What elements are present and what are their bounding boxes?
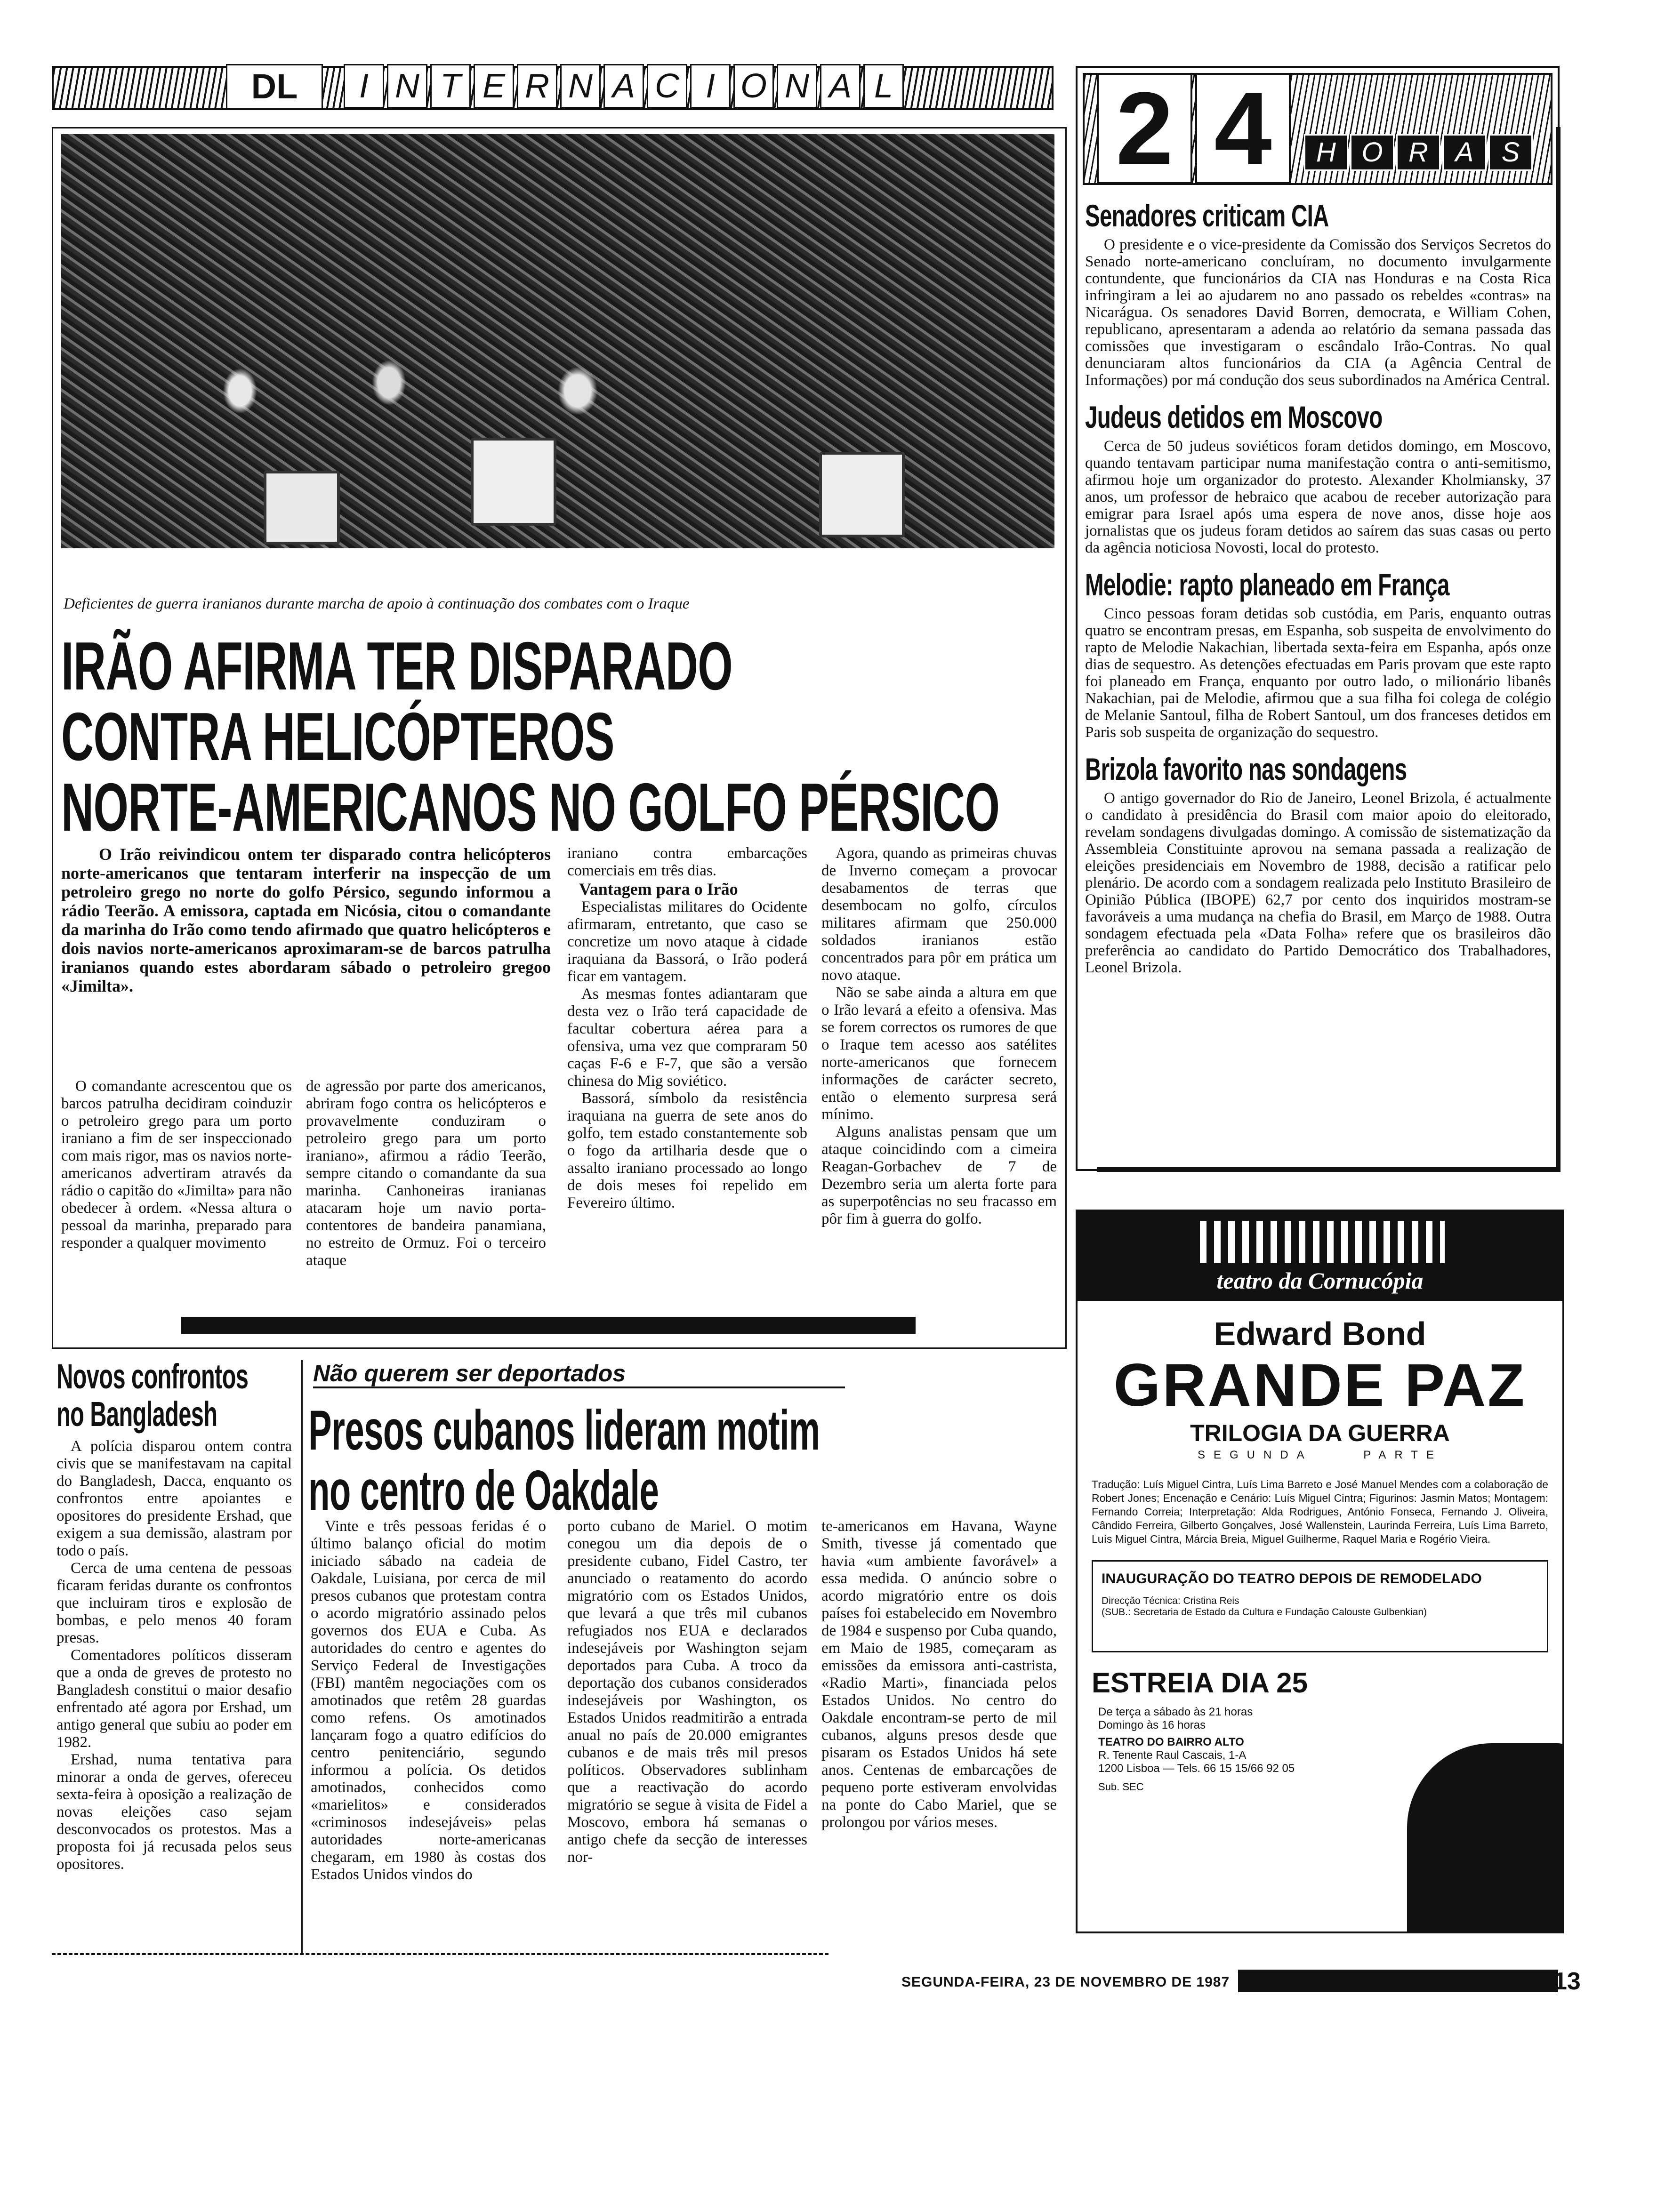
col3-para-b: As mesmas fontes adiantaram que desta vez o Irão terá capacidade de facultar cobertura aérea para a ofensiva, uma vez que compraram 50 caças F-6 e F-7, que são a versão chinesa do Mig soviético. <box>567 986 807 1090</box>
col4-para-b: Não se sabe ainda a altura em que o Irão levará a efeito a ofensiva. Mas se forem correctos os rumores de que o Iraque tem acesso aos satélites norte-americanos que fornecem informações de carácter secreto, então o elemento surpresa será mínimo. <box>821 984 1057 1123</box>
ad-city-phone: 1200 Lisboa — Tels. 66 15 15/66 92 05 <box>1098 1762 1295 1775</box>
brief-text: Cerca de 50 judeus soviéticos foram detidos domingo, em Moscovo, quando tentavam participar numa manifestação contra o anti-semitismo, afirmou hoje um organizador do protesto. Alexander Kholmiansky, 37 anos, um professor de hebraico que acabou de receber autorização para emigrar para Israel após uma espera de nove anos, disse hoje aos jornalistas que os judeus foram detidos ao saírem das suas casas ou perto da agência noticiosa Novosti, local do protesto. <box>1085 438 1551 556</box>
footer-bar <box>1238 1970 1558 1992</box>
brief-title: Senadores criticam CIA <box>1085 198 1329 233</box>
horas-letter-4: S <box>1488 134 1533 171</box>
horas-letter-3: A <box>1442 134 1487 171</box>
ad-inauguration-box <box>1092 1560 1548 1652</box>
col3-para-c: Bassorá, símbolo da resistência iraquiana na guerra de sete anos do golfo, tem estado constantemente sob o fogo da artilharia desde que o assalto iraniano processado ao longo de dois meses foi repelido em Fevereiro último. <box>567 1090 807 1211</box>
section-letter-11: A <box>820 64 861 108</box>
main-lead: O Irão reivindicou ontem ter disparado contra helicópteros norte-americanos que tentaram interferir na inspecção de um petroleiro grego no norte do golfo Pérsico, segundo informou a rádio Teerão. A emissora, captada em Nicósia, citou o comandante da marinha do Irão como tendo afirmado que quatro helicópteros e dois navios norte-americanos aproximaram-se de barcos patrulha iranianos quando estes abordaram sábado o petroleiro gregoo «Jimilta». <box>61 845 551 995</box>
main-col-1: O comandante acrescentou que os barcos patrulha decidiram coinduzir o petroleiro grego para um porto iraniano a fim de ser inspeccionado com mais rigor, mas os navios norte-americanos advertiram através da rádio o capitão do «Jimilta» para não obedecer à ordem. «Nessa altura o pessoal da marinha, preparado para responder a qualquer movimento <box>61 1078 292 1251</box>
brief-text: O antigo governador do Rio de Janeiro, Leonel Brizola, é actualmente o candidato à presidência do Brasil com maior apoio do eleitorado, revelam sondagens divulgadas domingo. A comissão de sistematização da Assembleia Constituinte aprovou na semana passada a realização de eleições presidenciais em Novembro de 1988, decisão a ratificar pelo plenário. De acordo com a sondagem realizada pelo Instituto Brasileiro de Opinião Pública (IBOPE) 62,7 por cento dos inquiridos mostram-se favoráveis a uma mudança na chefia do Brasil, em Março de 1988. Outra sondagem efectuada pela «Data Folha» refere que os brasileiros dão preferência ao candidato do Partido Democrático dos Trabalhadores, Leonel Brizola. <box>1085 790 1551 976</box>
col4-para-a: Agora, quando as primeiras chuvas de Inverno começam a provocar desabamentos de terras que desembocam no golfo, círculos militares afirmam que 250.000 soldados iranianos estão concentrados para pôr em prática um novo ataque. <box>821 845 1057 984</box>
page-number: 13 <box>1553 1968 1581 1995</box>
horas-label <box>1304 134 1533 171</box>
brief-melodie <box>1085 567 1551 741</box>
col3-top: iraniano contra embarcações comerciais em três dias. <box>567 845 807 879</box>
section-letter-9: O <box>733 64 774 108</box>
section-letter-5: N <box>560 64 601 108</box>
portrait-placard <box>264 471 340 545</box>
cubans-col-2: porto cubano de Mariel. O motim conegou um dia depois de o presidente cubano, Fidel Castro, ter anunciado o reatamento do acordo migratório com os Estados Unidos, que levará a que três mil cubanos refugiados nos EUA e declarados indesejáveis por Washington sejam deportados para Cuba. A troco da deportação dos cubanos considerados indesejáveis por Washington, os Estados Unidos readmitirão a entrada anual no país de 20.000 emigrantes cubanos e de mais três mil presos políticos. Observadores sublinham que a reactivação do acordo migratório se segue à visita de Fidel a Moscovo, embora há semanas o antigo chefe da secção de interesses nor- <box>567 1518 807 1866</box>
briefs-list <box>1085 198 1551 976</box>
section-letter-6: A <box>603 64 644 108</box>
section-letter-10: N <box>777 64 817 108</box>
bangladesh-para: Cerca de uma centena de pessoas ficaram feridas durante os confrontos que incluiram tiros e explosão de bombas, e pelo menos 40 foram presas. <box>56 1560 292 1646</box>
brief-text: O presidente e o vice-presidente da Comissão dos Serviços Secretos do Senado norte-americano concluíram, no documento invulgarmente contundente, que funcionários da CIA nas Honduras e na Costa Rica infringiram a lei ao ajudarem no ano passado os rebeldes «contras» na Nicarágua. Os senadores David Borren, democrata, e William Cohen, republicano, apresentaram a adenda ao relatório da semana passada das comissões que investigaram o escândalo Irão-Contras. No qual denunciaram altos funcionários da CIA (a Agência Central de Informações) por má condução dos seus subordinados na América Central. <box>1085 236 1551 389</box>
photo-caption: Deficientes de guerra iranianos durante marcha de apoio à continuação dos combates com o Iraque <box>64 595 690 612</box>
briefs-box-shadow-bottom <box>1097 1167 1560 1172</box>
ad-subtitle: TRILOGIA DA GUERRA <box>1190 1420 1450 1446</box>
brief-brizola <box>1085 751 1551 976</box>
brief-text: Cinco pessoas foram detidas sob custódia, em Paris, enquanto outras quatro se encontram presas, em Espanha, sob suspeita de envolvimento do rapto de Melodie Nakachian, libertada sexta-feira em Espanha, após onze dias de sequestro. As detenções efectuadas em Paris provam que este rapto foi planeado em França, enquanto por outro lado, o milionário libanês Nakachian, pai de Melodie, afirmou que a sua filha foi colega de colégio de Melanie Santoul, filha de Robert Santoul, um dos franceses detidos em Paris sob suspeita de organização do sequestro. <box>1085 605 1551 741</box>
ad-premiere: ESTREIA DIA 25 <box>1092 1667 1308 1699</box>
brief-title: Judeus detidos em Moscovo <box>1085 400 1383 434</box>
ad-sponsor: (SUB.: Secretaria de Estado da Cultura e Fundação Calouste Gulbenkian) <box>1102 1607 1427 1618</box>
ad-premiere-block <box>1092 1667 1548 1793</box>
brief-title: Brizola favorito nas sondagens <box>1085 752 1407 786</box>
dancers-illustration <box>1200 1221 1445 1263</box>
cubans-headline <box>308 1400 1134 1521</box>
main-col-4 <box>821 845 1057 1228</box>
theatre-ad <box>1076 1210 1564 1933</box>
bangladesh-title-1: Novos confrontos <box>56 1357 249 1396</box>
cubans-kicker: Não querem ser deportados <box>313 1360 845 1388</box>
portrait-placard <box>819 452 905 537</box>
bangladesh-story <box>56 1358 292 1873</box>
briefs-box-shadow <box>1556 127 1560 1172</box>
bangladesh-title-2: no Bangladesh <box>56 1395 217 1434</box>
ad-address: R. Tenente Raul Cascais, 1-A <box>1098 1749 1247 1762</box>
horas-letter-0: H <box>1304 134 1348 171</box>
section-letter-12: L <box>863 64 904 108</box>
ad-direction: Direcção Técnica: Cristina Reis <box>1102 1595 1239 1606</box>
footer-dashed-rule <box>52 1953 828 1955</box>
column-rule <box>301 1360 303 1953</box>
ad-title: GRANDE PAZ <box>1113 1352 1527 1419</box>
col3-para-a: Especialistas militares do Ocidente afirmaram, entretanto, que caso se concretize um novo ataque à cidade iraquiana da Bassorá, o Irão poderá ficar em vantagem. <box>567 898 807 985</box>
ad-part-right: PARTE <box>1363 1449 1442 1461</box>
col3-subhead: Vantagem para o Irão <box>579 880 738 898</box>
horas-number <box>1097 73 1291 184</box>
headline-line-3: NORTE-AMERICANOS NO GOLFO PÉRSICO <box>61 769 1000 845</box>
ad-schedule-2: Domingo às 16 horas <box>1098 1719 1206 1731</box>
ad-inauguration: INAUGURAÇÃO DO TEATRO DEPOIS DE REMODELADO <box>1102 1571 1482 1587</box>
horas-digit-1: 4 <box>1195 73 1291 184</box>
cubans-col-3: te-americanos em Havana, Wayne Smith, tivesse já comentado que havia «um ambiente favorável» a essa medida. O anúncio sobre o acordo migratório entre os dois países foi estabelecido em Novembro de 1984 e suspenso por Cuba quando, em Maio de 1985, começaram as emissões da emissora anti-castrista, «Radio Marti», financiada pelos Estados Unidos. No centro do Oakdale encontram-se perto de mil cubanos, alguns presos desde que pisaram os Estados Unidos há sete anos. Centenas de embarcações de pequeno porte estiveram envolvidas na ponte do Cabo Mariel, que se prolongou por vários meses. <box>821 1518 1057 1831</box>
portrait-placard <box>471 438 556 526</box>
section-letter-2: T <box>430 64 471 108</box>
ad-part <box>1198 1449 1442 1462</box>
section-letter-0: I <box>344 64 384 108</box>
section-letter-1: N <box>387 64 427 108</box>
section-letter-3: E <box>474 64 514 108</box>
bangladesh-para: A polícia disparou ontem contra civis que se manifestavam na capital do Bangladesh, Dacca, enquanto os confrontos entre apoiantes e opositores do presidente Ershad, que exigem a sua demissão, alastram por todo o país. <box>56 1438 292 1559</box>
protest-photo <box>61 134 1054 548</box>
headline-line-1: IRÃO AFIRMA TER DISPARADO <box>61 628 733 704</box>
footer-dateline: SEGUNDA-FEIRA, 23 DE NOVEMBRO DE 1987 <box>901 1974 1230 1990</box>
bangladesh-para: Comentadores políticos disseram que a onda de greves de protesto no Bangladesh constitui o maior desafio enfrentado até agora por Ershad, um antigo general que subiu ao poder em 1982. <box>56 1647 292 1751</box>
main-col-3 <box>567 845 807 1212</box>
story-divider-bar <box>181 1317 916 1334</box>
col4-para-c: Alguns analistas pensam que um ataque coincidindo com a cimeira Reagan-Gorbachev de 7 de Dezembro seria um alerta forte para as superpotências no seu fracasso em pôr fim à guerra do golfo. <box>821 1123 1057 1227</box>
ad-part-left: SEGUNDA <box>1198 1449 1313 1461</box>
brief-title: Melodie: rapto planeado em França <box>1085 567 1449 602</box>
horas-letter-2: R <box>1396 134 1440 171</box>
ad-venue: TEATRO DO BAIRRO ALTO <box>1098 1736 1244 1748</box>
brief-cia <box>1085 198 1551 389</box>
section-letter-8: I <box>690 64 731 108</box>
ad-author: Edward Bond <box>1214 1315 1426 1352</box>
brief-moscovo <box>1085 399 1551 556</box>
theatre-name: teatro da Cornucópia <box>1216 1267 1424 1294</box>
ad-credits: Tradução: Luís Miguel Cintra, Luís Lima Barreto e José Manuel Mendes com a colaboração de Robert Jones; Encenação e Cenário: Luís Miguel Cintra; Figurinos: Jasmin Matos; Montagem: Fernando Correia; Interpretação: Alda Rodrigues, António Fonseca, Fernando J. Oliveira, Cândido Ferreira, Gilberto Gonçalves, José Wallenstein, Laurinda Ferreira, Luís Lima Barreto, Luís Miguel Cintra, Márcia Breia, Miguel Guilherme, Raquel Maria e Rogério Vieira. <box>1092 1478 1548 1545</box>
horas-digit-0: 2 <box>1097 73 1192 184</box>
cubans-col-1: Vinte e três pessoas feridas é o último balanço oficial do motim iniciado sábado na cadeia de Oakdale, Luisiana, por cerca de mil presos cubanos que protestam contra o acordo migratório assinado pelos governos dos EUA e Cuba. As autoridades do centro e agentes do Serviço Federal de Investigações (FBI) mantêm negociações com os amotinados que retêm 28 guardas como refens. Os amotinados lançaram fogo a quatro edifícios do centro penitenciário, segundo informou a polícia. Os detidos amotinados, conhecidos como «marielitos» e considerados «criminosos indesejáveis» pelas autoridades norte-americanas chegaram, em 1980 às costas dos Estados Unidos vindos do <box>311 1518 546 1883</box>
section-title <box>344 64 904 108</box>
section-logo: DL <box>226 64 323 109</box>
ad-sub: Sub. SEC <box>1098 1781 1144 1793</box>
section-letter-7: C <box>647 64 687 108</box>
cubans-headline-2: no centro de Oakdale <box>308 1459 659 1522</box>
cubans-headline-1: Presos cubanos lideram motim <box>308 1399 820 1462</box>
headline-line-2: CONTRA HELICÓPTEROS <box>61 698 614 775</box>
bangladesh-para: Ershad, numa tentativa para minorar a onda de gerves, ofereceu sexta-feira à oposição a realização de novas eleições caso sejam desconvocados os protestos. Mas a proposta foi já recusada pelos seus opositores. <box>56 1751 292 1873</box>
section-letter-4: R <box>517 64 557 108</box>
ad-schedule-1: De terça a sábado às 21 horas <box>1098 1706 1253 1718</box>
main-col-2: de agressão por parte dos americanos, abriram fogo contra os helicópteros e provavelmente conduziram o petroleiro grego para um porto iraniano», afirmou a rádio Teerão, sempre citando o comandante da sua marinha. Canhoneiras iranianas atacaram hoje um navio porta-contentores de bandeira panamiana, no estreito de Ormuz. Foi o terceiro ataque <box>306 1078 546 1269</box>
ad-header <box>1078 1211 1562 1301</box>
horas-letter-1: O <box>1350 134 1394 171</box>
